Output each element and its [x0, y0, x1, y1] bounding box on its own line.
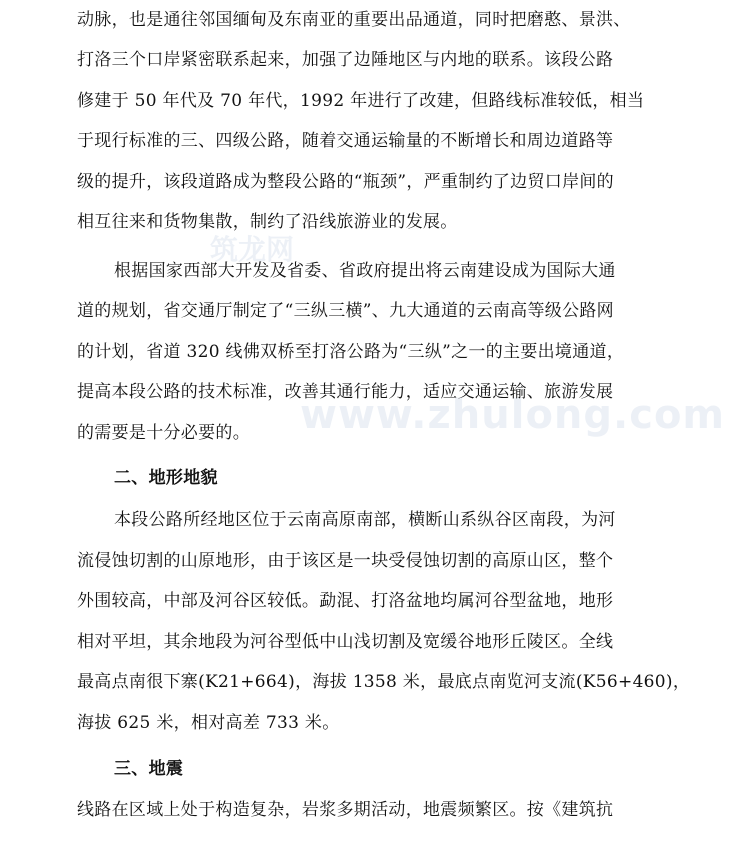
paragraph-line: 本段公路所经地区位于云南高原南部，横断山系纵谷区南段，为河 — [114, 510, 616, 530]
paragraph-line: 相对平坦，其余地段为河谷型低中山浅切割及宽缓谷地形丘陵区。全线 — [77, 632, 614, 652]
paragraph-line: 动脉，也是通往邻国缅甸及东南亚的重要出品通道，同时把磨憨、景洪、 — [77, 10, 631, 30]
paragraph-line: 最高点南很下寨(K21+664)，海拔 1358 米，最底点南览河支流(K56+460)， — [77, 672, 691, 692]
paragraph-line: 打洛三个口岸紧密联系起来，加强了边陲地区与内地的联系。该段公路 — [77, 50, 614, 70]
paragraph-line: 的需要是十分必要的。 — [77, 423, 250, 443]
paragraph-line: 线路在区域上处于构造复杂，岩浆多期活动，地震频繁区。按《建筑抗 — [77, 800, 614, 820]
section-heading-earthquake: 三、地震 — [114, 759, 184, 779]
watermark-cn: 筑龙网 — [210, 233, 295, 266]
paragraph-line: 道的规划，省交通厅制定了“三纵三横”、九大通道的云南高等级公路网 — [77, 301, 614, 321]
paragraph-line: 修建于 50 年代及 70 年代，1992 年进行了改建，但路线标准较低，相当 — [77, 91, 645, 111]
paragraph-line: 级的提升，该段道路成为整段公路的“瓶颈”，严重制约了边贸口岸间的 — [77, 172, 614, 192]
paragraph-line: 海拔 625 米，相对高差 733 米。 — [77, 713, 340, 733]
paragraph-line: 外围较高，中部及河谷区较低。勐混、打洛盆地均属河谷型盆地，地形 — [77, 591, 614, 611]
paragraph-line: 流侵蚀切割的山原地形，由于该区是一块受侵蚀切割的高原山区，整个 — [77, 551, 614, 571]
paragraph-line: 提高本段公路的技术标准，改善其通行能力，适应交通运输、旅游发展 — [77, 382, 614, 402]
paragraph-line: 于现行标准的三、四级公路，随着交通运输量的不断增长和周边道路等 — [77, 131, 614, 151]
paragraph-line: 的计划，省道 320 线佛双桥至打洛公路为“三纵”之一的主要出境通道， — [77, 342, 625, 362]
section-heading-terrain: 二、地形地貌 — [114, 468, 218, 488]
paragraph-line: 根据国家西部大开发及省委、省政府提出将云南建设成为国际大通 — [114, 261, 616, 281]
paragraph-line: 相互往来和货物集散，制约了沿线旅游业的发展。 — [77, 212, 458, 232]
watermark-url: www.zhulong.com — [300, 392, 726, 438]
